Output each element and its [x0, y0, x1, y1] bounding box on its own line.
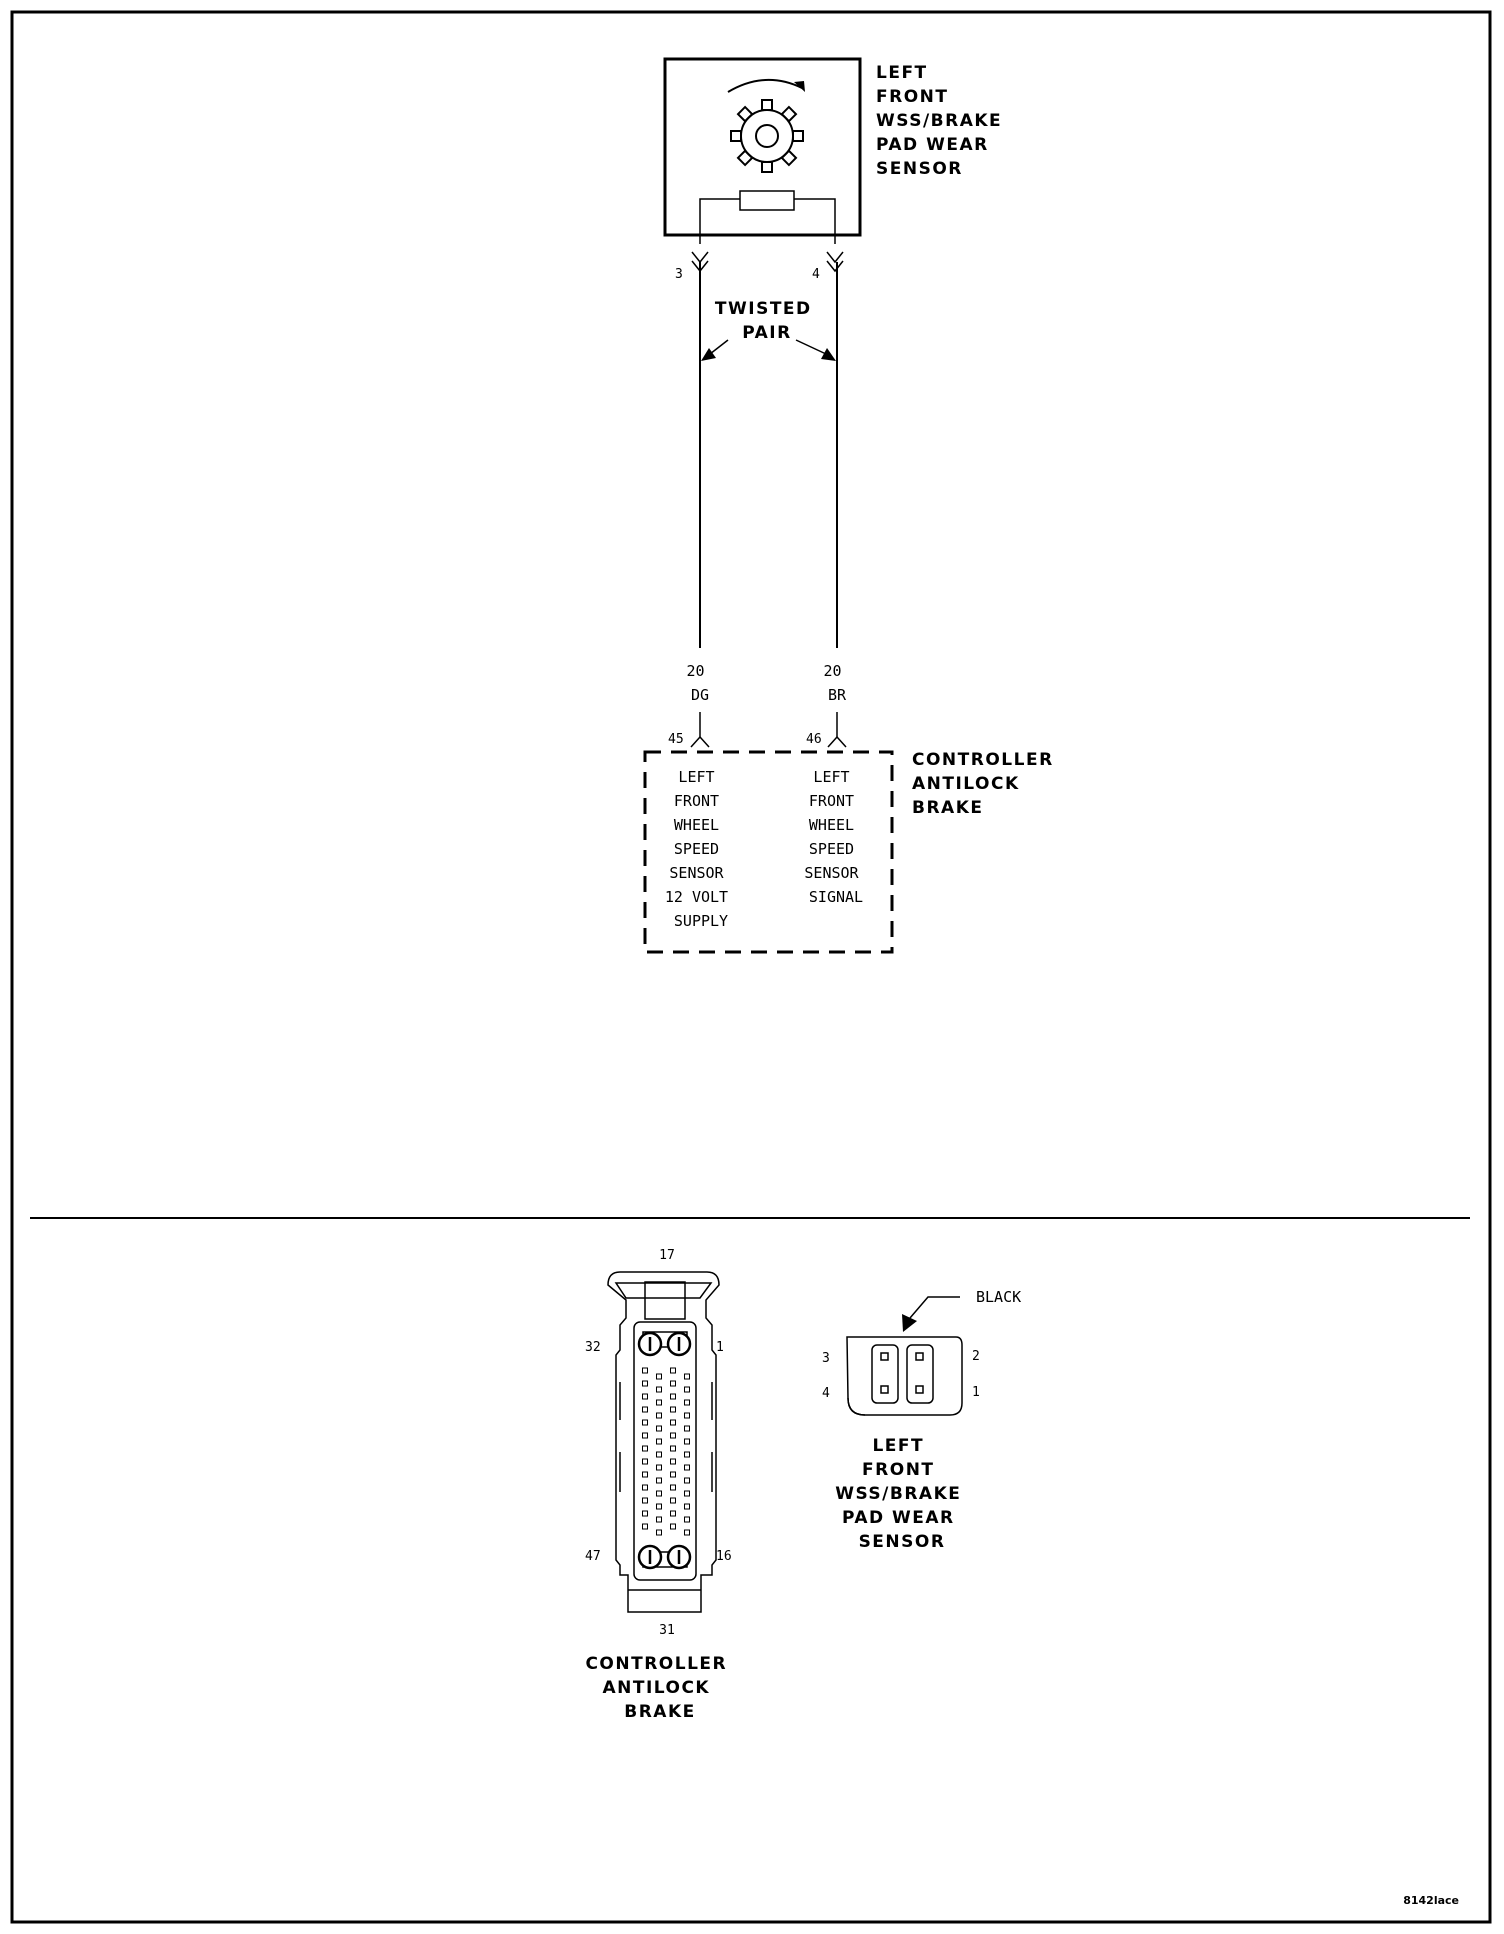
figure-id: 8142lace	[1403, 1894, 1459, 1907]
sensor-connector-name: LEFT FRONT WSS/BRAKE PAD WEAR SENSOR	[835, 1436, 962, 1552]
abs-connector-face	[608, 1272, 719, 1612]
connector-cavity	[671, 1524, 676, 1529]
controller-pin-45-symbol	[691, 737, 709, 747]
connector-cavity	[685, 1517, 690, 1522]
twisted-pair-leader-left	[710, 340, 728, 354]
connector-cavity	[657, 1465, 662, 1470]
connector-cavity	[643, 1446, 648, 1451]
connector-cavity	[657, 1426, 662, 1431]
connector-cavity	[685, 1374, 690, 1379]
sensor-connector-face	[847, 1337, 962, 1415]
connector-cavity	[671, 1446, 676, 1451]
abs-connector-cavities	[643, 1368, 690, 1535]
connector-cavity	[685, 1530, 690, 1535]
connector-cavity	[643, 1472, 648, 1477]
abs-pin-17-label: 17	[659, 1248, 675, 1263]
connector-cavity	[643, 1511, 648, 1516]
connector-cavity	[685, 1439, 690, 1444]
connector-cavity	[685, 1491, 690, 1496]
gear-icon	[731, 100, 803, 172]
connector-cavity	[671, 1433, 676, 1438]
connector-cavity	[671, 1407, 676, 1412]
connector-cavity	[671, 1459, 676, 1464]
connector-cavity	[671, 1420, 676, 1425]
rotation-arrow	[728, 80, 802, 92]
connector-cavity	[685, 1504, 690, 1509]
connector-cavity	[671, 1485, 676, 1490]
connector-cavity	[643, 1433, 648, 1438]
connector-cavity	[643, 1407, 648, 1412]
twisted-pair-arrow-left	[701, 348, 716, 361]
controller-pin-45-label: 45	[668, 732, 684, 747]
connector-cavity	[671, 1472, 676, 1477]
rotation-arrowhead	[794, 81, 805, 92]
sensor-conn-pin-4-label: 4	[822, 1386, 830, 1401]
connector-cavity	[685, 1413, 690, 1418]
connector-cavity	[685, 1465, 690, 1470]
connector-cavity	[643, 1368, 648, 1373]
connector-cavity	[671, 1394, 676, 1399]
connector-cavity	[671, 1381, 676, 1386]
connector-cavity	[657, 1400, 662, 1405]
sensor-conn-pin-3-label: 3	[822, 1351, 830, 1366]
connector-cavity	[657, 1439, 662, 1444]
sensor-connector-color: BLACK	[976, 1288, 1022, 1306]
abs-pin-1-label: 1	[716, 1340, 724, 1355]
twisted-pair-arrow-right	[821, 348, 836, 361]
controller-name-label: CONTROLLER ANTILOCK BRAKE	[912, 750, 1054, 818]
connector-cavity	[657, 1478, 662, 1483]
connector-cavity	[657, 1452, 662, 1457]
sensor-pin-4-symbol	[827, 252, 843, 271]
controller-pin-46-symbol	[828, 737, 846, 747]
abs-pin-47-label: 47	[585, 1549, 601, 1564]
connector-cavity	[657, 1491, 662, 1496]
black-leader	[902, 1297, 960, 1332]
abs-pin-31-label: 31	[659, 1623, 675, 1638]
connector-cavity	[643, 1485, 648, 1490]
connector-cavity	[657, 1517, 662, 1522]
connector-cavity	[657, 1413, 662, 1418]
connector-cavity	[685, 1452, 690, 1457]
connector-cavity	[643, 1459, 648, 1464]
connector-cavity	[657, 1374, 662, 1379]
connector-cavity	[685, 1478, 690, 1483]
connector-cavity	[671, 1511, 676, 1516]
controller-left-function: LEFT FRONT WHEEL SPEED SENSOR 12 VOLT SUPPLY	[664, 768, 729, 930]
sensor-pin-3-label: 3	[675, 267, 683, 282]
connector-cavity	[671, 1368, 676, 1373]
wire-dg-code: 20 DG	[686, 662, 710, 704]
connector-cavity	[643, 1524, 648, 1529]
connector-cavity	[685, 1400, 690, 1405]
connector-cavity	[685, 1426, 690, 1431]
controller-pin-46-label: 46	[806, 732, 822, 747]
wire-br-code: 20 BR	[823, 662, 847, 704]
connector-cavity	[643, 1381, 648, 1386]
connector-cavity	[685, 1387, 690, 1392]
connector-cavity	[671, 1498, 676, 1503]
controller-right-function: LEFT FRONT WHEEL SPEED SENSOR SIGNAL	[804, 768, 864, 906]
connector-cavity	[643, 1394, 648, 1399]
sensor-pin-4-label: 4	[812, 267, 820, 282]
abs-pin-16-label: 16	[716, 1549, 732, 1564]
sensor-conn-pin-2-label: 2	[972, 1349, 980, 1364]
twisted-pair-label: TWISTED PAIR	[714, 299, 812, 343]
abs-pin-32-label: 32	[585, 1340, 601, 1355]
abs-connector-name: CONTROLLER ANTILOCK BRAKE	[585, 1654, 728, 1722]
connector-cavity	[657, 1387, 662, 1392]
connector-cavity	[657, 1530, 662, 1535]
connector-cavity	[643, 1420, 648, 1425]
sensor-name-label: LEFT FRONT WSS/BRAKE PAD WEAR SENSOR	[876, 63, 1003, 179]
twisted-pair-leader-right	[796, 340, 826, 354]
connector-cavity	[643, 1498, 648, 1503]
sensor-conn-pin-1-label: 1	[972, 1385, 980, 1400]
connector-cavity	[657, 1504, 662, 1509]
